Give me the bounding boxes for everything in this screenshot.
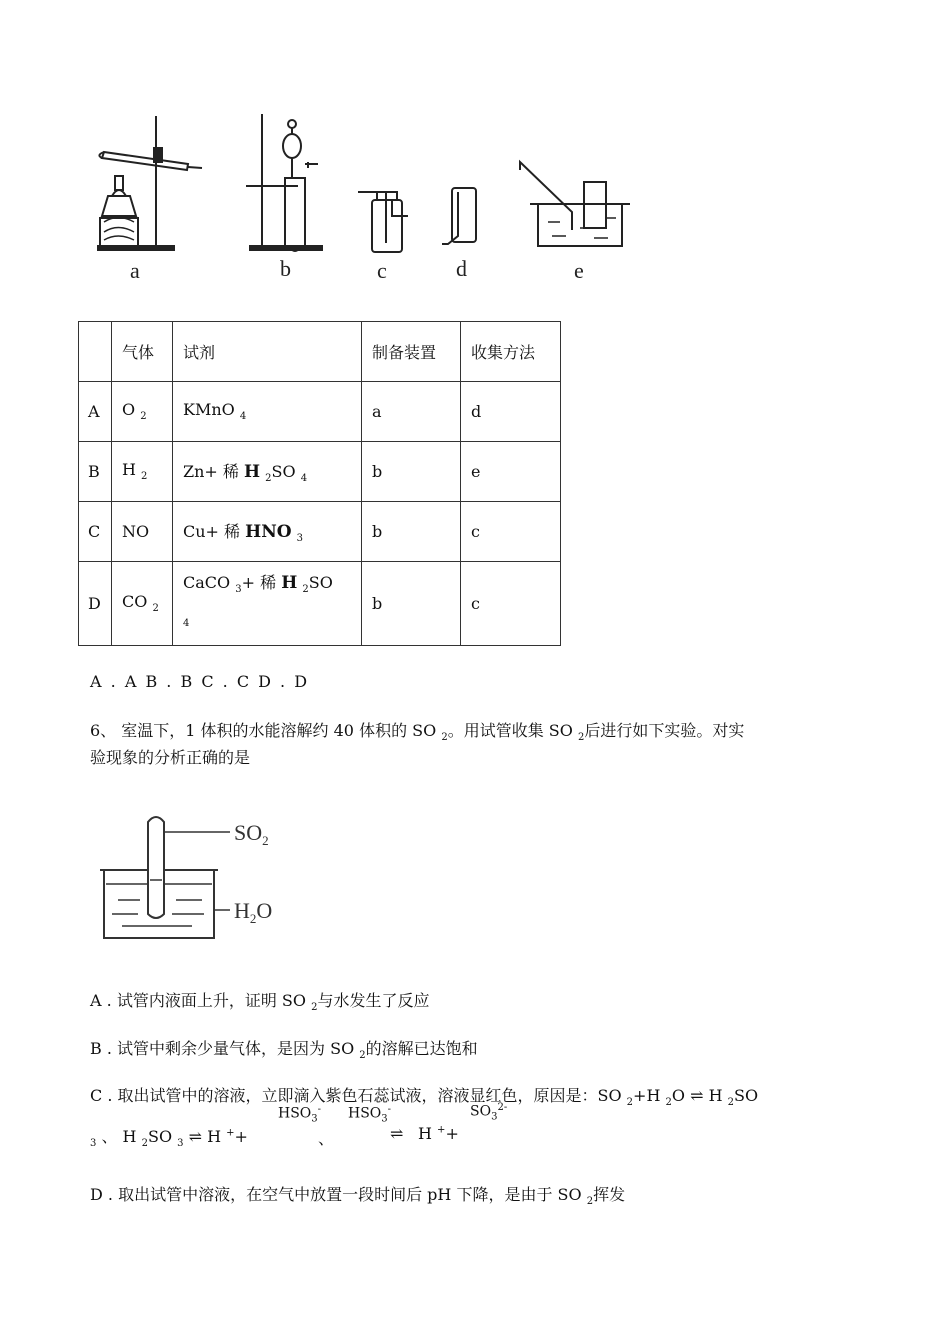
gas-cell: NO [112, 502, 173, 562]
reagent-cell: KMnO $_4$ [173, 382, 362, 442]
apparatus-a-drawing [98, 116, 202, 250]
hso3-ion-1: $HSO_3^-$ [278, 1104, 322, 1125]
hso3-ion-2: $HSO_3^-$ [348, 1104, 392, 1125]
row-label: C [79, 502, 112, 562]
table-header-cell: 气体 [112, 322, 173, 382]
apparatus-cell: b [362, 502, 461, 562]
table-row [79, 382, 561, 442]
table-header-cell: 制备装置 [362, 322, 461, 382]
so2-figure-label-liquid: $H_2O$ [234, 898, 273, 926]
q6-stem-line1: 6、 室温下，1 体积的水能溶解约 40 体积的 SO $_2$。用试管收集 SO $_2$后进行如下实验。对实 [90, 721, 745, 744]
table-header-cell [79, 322, 112, 382]
figure-label-c: c [377, 258, 387, 283]
q6-option-c-line1: C . 取出试管中的溶液，立即滴入紫色石蕊试液，溶液显红色，原因是：SO $_2$+H $_2$O ⇌ H $_2$SO [90, 1086, 759, 1109]
q6-option-a: A . 试管内液面上升，证明 SO $_2$与水发生了反应 [90, 991, 430, 1014]
method-cell: c [461, 502, 561, 562]
apparatus-c-drawing [358, 192, 408, 252]
apparatus-d-drawing [442, 188, 476, 244]
reagent-cell: Cu+ 稀 HNO $_3$ [173, 502, 362, 562]
table-row [79, 562, 561, 646]
table-row [79, 442, 561, 502]
gas-preparation-table [78, 321, 561, 646]
gas-cell: H $_2$ [112, 442, 173, 502]
equilibrium-arrow: ⇌ [390, 1124, 404, 1143]
figure-label-d: d [456, 256, 467, 281]
row-label: A [79, 382, 112, 442]
figure-label-a: a [130, 258, 140, 283]
apparatus-figure [90, 108, 650, 288]
table-header-cell: 收集方法 [461, 322, 561, 382]
option-c-proton: H ++ [418, 1124, 459, 1143]
q6-option-c-line2: $_3$ 、 H $_2$SO $_3$ ⇌ H ++ [90, 1127, 248, 1150]
reagent-cell: Zn+ 稀 H $_2$SO $_4$ [173, 442, 362, 502]
gas-cell: O $_2$ [112, 382, 173, 442]
row-label: B [79, 442, 112, 502]
apparatus-e-drawing [520, 162, 630, 246]
so3-ion: $SO_3^{2-}$ [470, 1102, 508, 1123]
apparatus-cell: b [362, 562, 461, 646]
option-c-separator: 、 [318, 1129, 335, 1148]
reagent-cell: CaCO $_3$+ 稀 H $_2$SO $_4$ [173, 562, 362, 646]
so2-test-tube-figure [92, 808, 312, 948]
method-cell: d [461, 382, 561, 442]
method-cell: e [461, 442, 561, 502]
table-header-row [79, 322, 561, 382]
table-row [79, 502, 561, 562]
apparatus-cell: a [362, 382, 461, 442]
table-header-cell: 试剂 [173, 322, 362, 382]
so2-figure-label-gas: $SO_2$ [234, 820, 269, 848]
gas-cell: CO $_2$ [112, 562, 173, 646]
q6-option-d: D . 取出试管中溶液，在空气中放置一段时间后 pH 下降，是由于 SO $_2$挥发 [90, 1185, 626, 1208]
figure-label-e: e [574, 258, 584, 283]
q6-stem-line2: 验现象的分析正确的是 [90, 748, 251, 767]
q5-answer-options: A . A B . B C . C D . D [90, 672, 310, 691]
apparatus-b-drawing [246, 114, 322, 251]
q6-option-b: B . 试管中剩余少量气体，是因为 SO $_2$的溶解已达饱和 [90, 1039, 478, 1062]
method-cell: c [461, 562, 561, 646]
row-label: D [79, 562, 112, 646]
apparatus-cell: b [362, 442, 461, 502]
figure-label-b: b [280, 256, 291, 281]
